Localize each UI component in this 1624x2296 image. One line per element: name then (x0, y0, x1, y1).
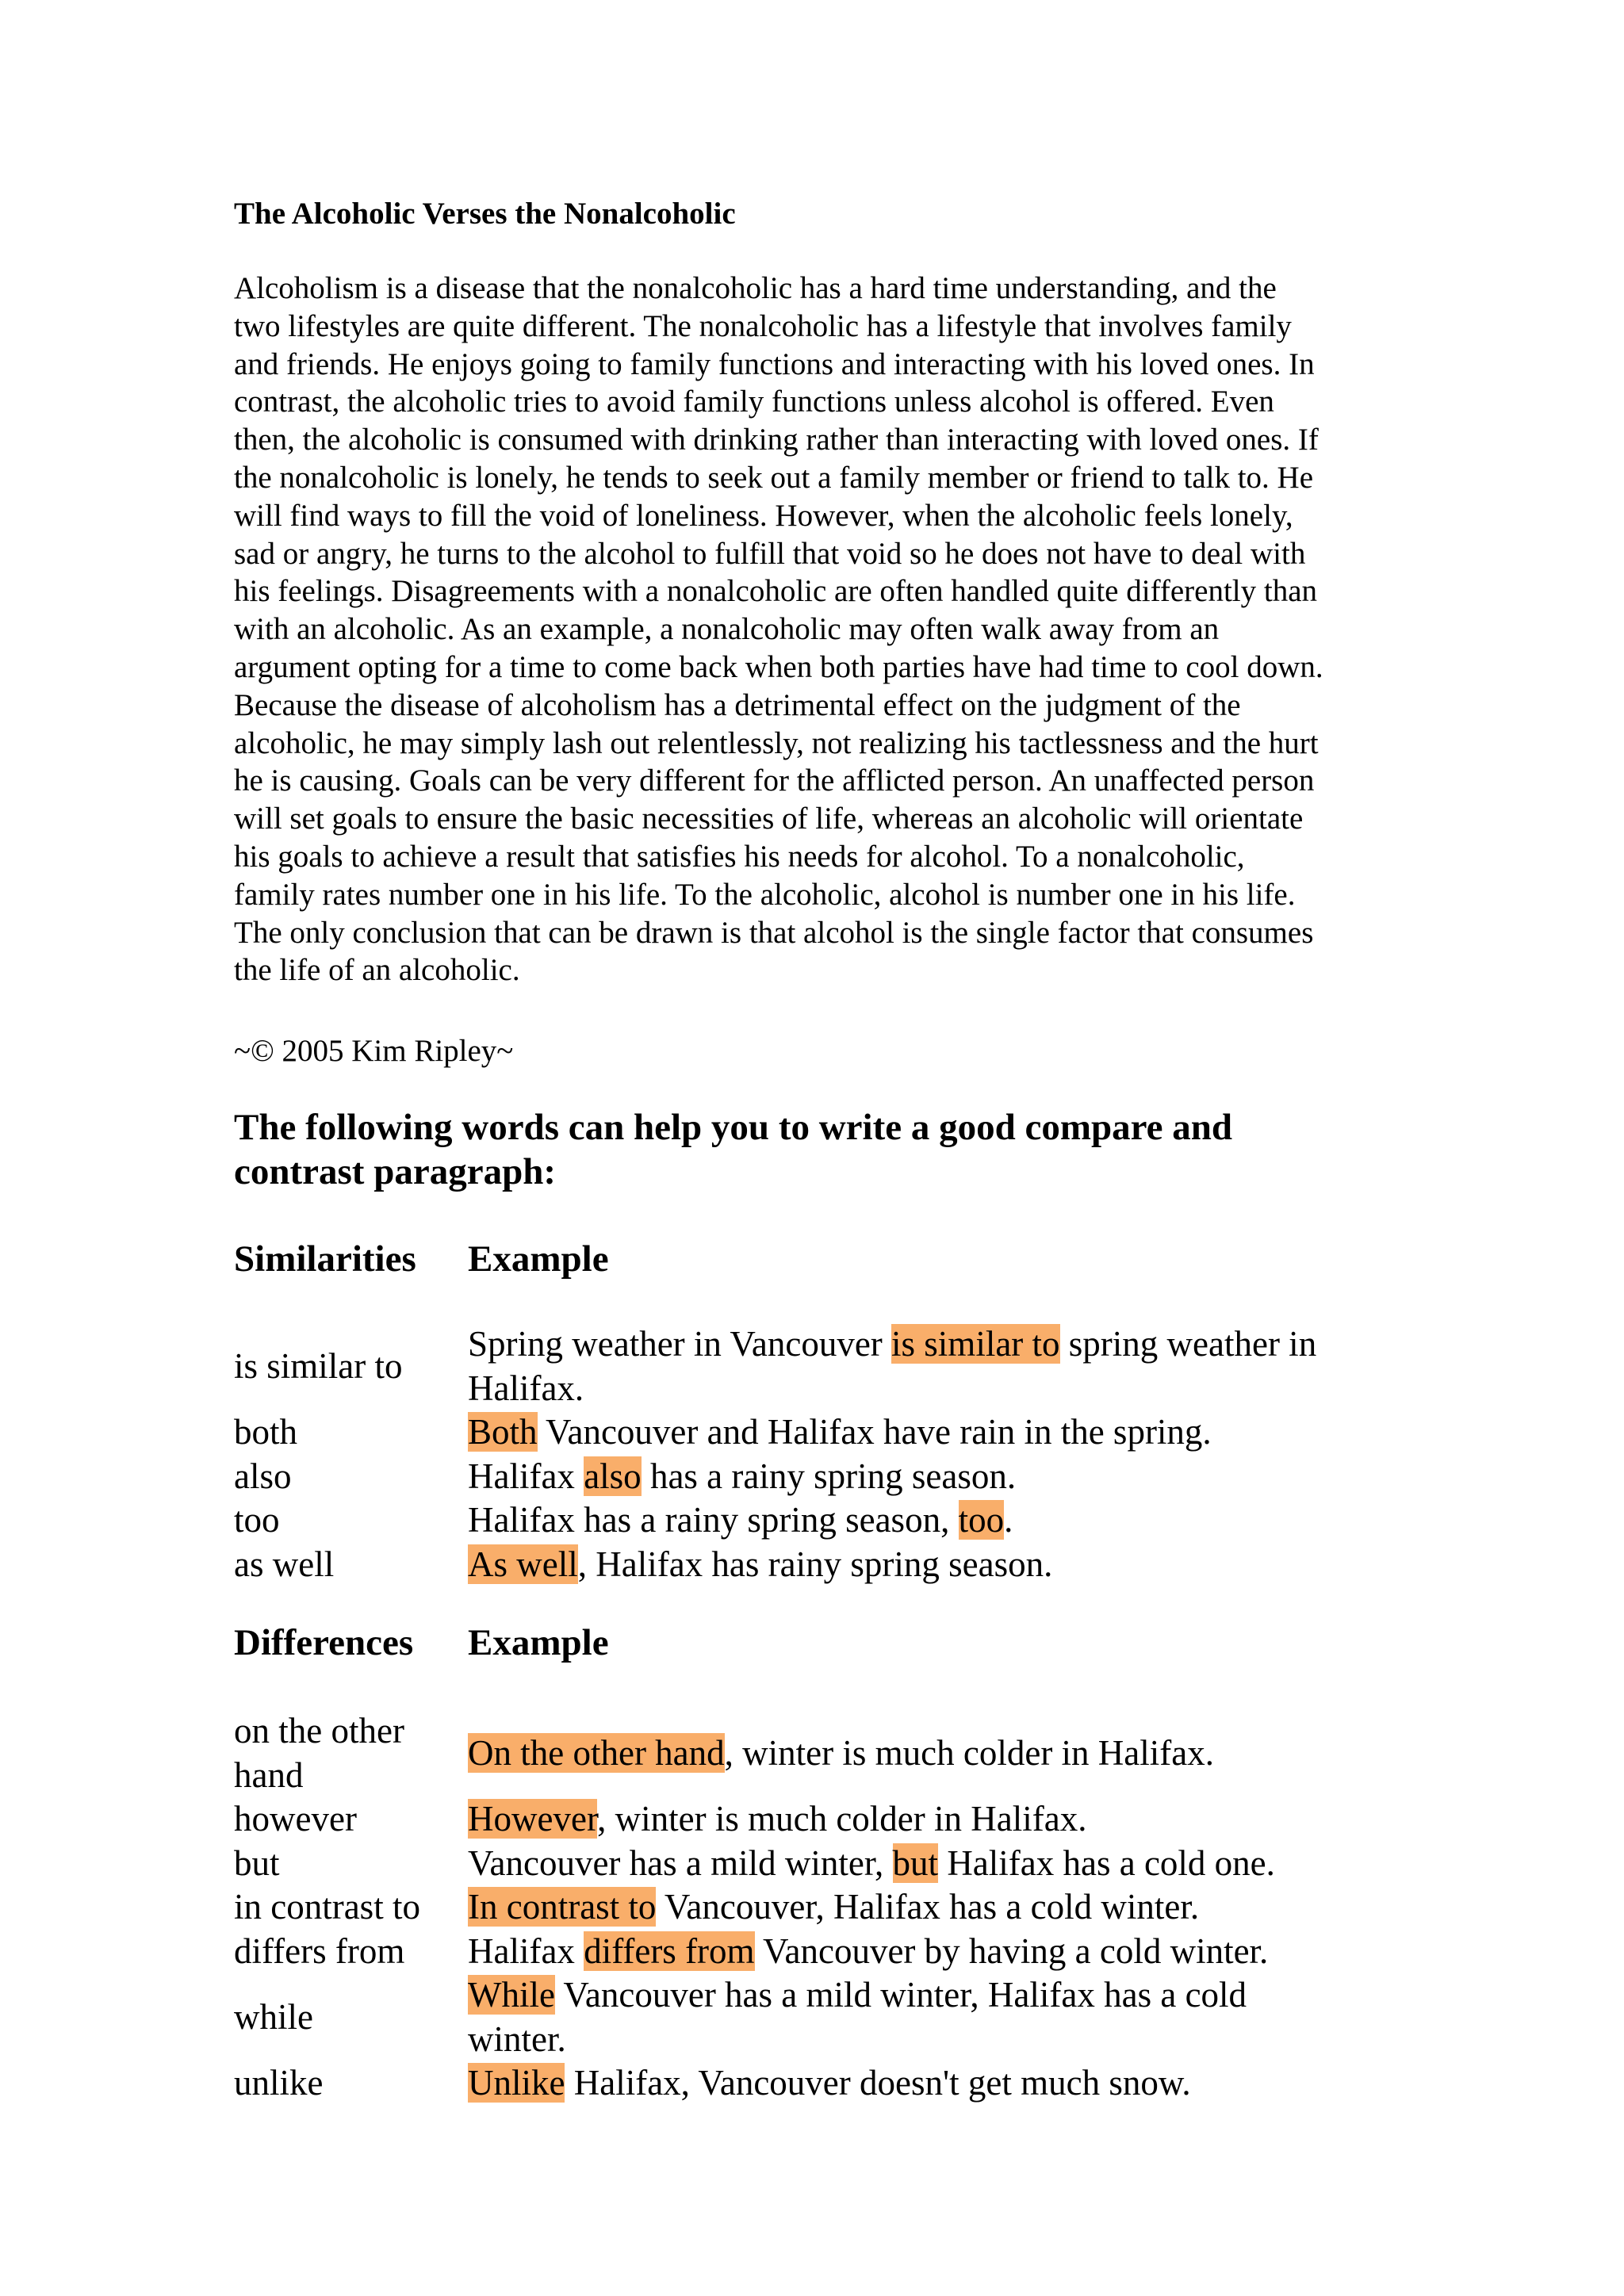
essay-paragraph (234, 270, 1408, 989)
example-text: Halifax, Vancouver doesn't get much snow. (565, 2063, 1191, 2103)
highlighted-phrase: Unlike (468, 2063, 565, 2103)
similarity-word: too (234, 1500, 280, 1540)
example-text: Vancouver by having a cold winter. (754, 1931, 1269, 1971)
essay-line: the life of an alcoholic. (234, 953, 520, 988)
difference-row-in-contrast-to (234, 1885, 1415, 1930)
example-text: Vancouver has a mild winter, Halifax has a cold (554, 1975, 1247, 2015)
example-text: , winter is much colder in Halifax. (724, 1732, 1214, 1773)
essay-line: family rates number one in his life. To the alcoholic, alcohol is number one in his life. (234, 877, 1296, 912)
example-line (468, 1322, 1415, 1367)
differences-table (234, 1709, 1415, 2106)
similarity-word: also (234, 1456, 292, 1496)
highlighted-phrase: In contrast to (468, 1887, 657, 1927)
differences-example-label: Example (468, 1622, 609, 1663)
similarity-row-also (234, 1455, 1415, 1499)
essay-line: argument opting for a time to come back when both parties have had time to cool down. (234, 649, 1323, 684)
example-text: , Halifax has rainy spring season. (577, 1544, 1053, 1584)
word-line: on the other (234, 1711, 404, 1751)
essay-line: Because the disease of alcoholism has a detrimental effect on the judgment of the (234, 687, 1241, 722)
difference-example (468, 1930, 1415, 1974)
highlighted-phrase: On the other hand (468, 1732, 725, 1773)
essay-line: will set goals to ensure the basic necessities of life, whereas an alcoholic will orientate (234, 802, 1304, 836)
word-line: hand (234, 1755, 304, 1795)
essay-line: contrast, the alcoholic tries to avoid family functions unless alcohol is offered. Even (234, 385, 1274, 419)
highlighted-phrase: also (584, 1456, 642, 1496)
example-text: winter. (468, 2019, 566, 2059)
essay-line: alcoholic, he may simply lash out relentlessly, not realizing his tactlessness and the hurt (234, 725, 1319, 760)
essay-line: The only conclusion that can be drawn is that alcohol is the single factor that consumes (234, 915, 1314, 950)
similarity-word: both (234, 1412, 298, 1452)
highlighted-phrase: As well (468, 1544, 578, 1584)
difference-row-but (234, 1842, 1415, 1886)
essay-line: with an alcoholic. As an example, a nonalcoholic may often walk away from an (234, 612, 1220, 647)
essay-line: the nonalcoholic is lonely, he tends to seek out a family member or friend to talk to. He (234, 460, 1314, 495)
similarity-example (468, 1543, 1415, 1587)
similarity-example (468, 1498, 1415, 1543)
essay-line: will find ways to fill the void of loneliness. However, when the alcoholic feels lonely, (234, 498, 1293, 533)
difference-example (468, 1797, 1415, 1842)
example-text: spring weather in (1059, 1324, 1317, 1364)
highlighted-phrase: is similar to (891, 1324, 1060, 1364)
example-line (468, 1367, 1415, 1411)
difference-word: in contrast to (234, 1887, 420, 1927)
example-text: has a rainy spring season. (641, 1456, 1017, 1496)
similarity-example (468, 1322, 1415, 1410)
difference-row-unlike (234, 2061, 1415, 2106)
similarity-example (468, 1410, 1415, 1455)
difference-row-while (234, 1973, 1415, 2061)
difference-row-on-the-other-hand (234, 1709, 1415, 1797)
example-text: Halifax has a rainy spring season, (468, 1500, 959, 1540)
highlighted-phrase: While (468, 1975, 555, 2015)
difference-example (468, 1732, 1415, 1776)
similarities-table (234, 1322, 1415, 1586)
essay-line: two lifestyles are quite different. The nonalcoholic has a lifestyle that involves family (234, 308, 1292, 343)
example-text: Halifax. (468, 1368, 584, 1408)
difference-word: differs from (234, 1931, 405, 1971)
highlighted-phrase: but (892, 1843, 939, 1883)
difference-word (234, 1709, 468, 1797)
example-text: Halifax (468, 1456, 584, 1496)
example-text: Vancouver and Halifax have rain in the spring. (537, 1412, 1212, 1452)
difference-example (468, 1885, 1415, 1930)
similarities-example-label: Example (468, 1238, 609, 1280)
example-text: Halifax has a cold one. (938, 1843, 1275, 1883)
example-line (468, 1973, 1415, 2018)
similarity-row-as-well (234, 1543, 1415, 1587)
difference-word: unlike (234, 2063, 324, 2103)
difference-example (468, 1842, 1415, 1886)
heading-line: The following words can help you to write a good compare and (234, 1107, 1233, 1148)
similarity-row-is-similar-to (234, 1322, 1415, 1410)
heading-line: contrast paragraph: (234, 1151, 556, 1192)
difference-word: while (234, 1996, 313, 2037)
difference-row-differs-from (234, 1930, 1415, 1974)
difference-example (468, 1973, 1415, 2061)
difference-word: but (234, 1843, 280, 1883)
difference-example (468, 2061, 1415, 2106)
example-text: . (1004, 1500, 1013, 1540)
highlighted-phrase: too (958, 1500, 1005, 1540)
example-text: Spring weather in Vancouver (468, 1324, 892, 1364)
difference-row-however (234, 1797, 1415, 1842)
essay-line: he is causing. Goals can be very different for the afflicted person. An unaffected person (234, 763, 1315, 798)
similarity-row-too (234, 1498, 1415, 1543)
highlighted-phrase: Both (468, 1412, 538, 1452)
similarity-row-both (234, 1410, 1415, 1455)
essay-line: his feelings. Disagreements with a nonalcoholic are often handled quite differently than (234, 574, 1318, 609)
example-line (468, 2018, 1415, 2062)
similarity-word: as well (234, 1544, 335, 1584)
essay-title: The Alcoholic Verses the Nonalcoholic (234, 197, 736, 231)
essay-line: and friends. He enjoys going to family functions and interacting with his loved ones. In (234, 346, 1315, 381)
similarity-word: is similar to (234, 1345, 403, 1386)
example-text: , winter is much colder in Halifax. (597, 1799, 1087, 1839)
highlighted-phrase: differs from (584, 1931, 755, 1971)
difference-word: however (234, 1799, 357, 1839)
similarity-example (468, 1455, 1415, 1499)
essay-line: sad or angry, he turns to the alcohol to fulfill that void so he does not have to deal with (234, 536, 1306, 571)
example-text: Vancouver, Halifax has a cold winter. (656, 1887, 1200, 1927)
similarities-label: Similarities (234, 1238, 416, 1280)
example-text: Vancouver has a mild winter, (468, 1843, 893, 1883)
differences-label: Differences (234, 1622, 414, 1663)
highlighted-phrase: However (468, 1799, 598, 1839)
example-text: Halifax (468, 1931, 584, 1971)
essay-line: Alcoholism is a disease that the nonalcoholic has a hard time understanding, and the (234, 271, 1277, 305)
section-heading (234, 1105, 1408, 1194)
essay-line: then, the alcoholic is consumed with drinking rather than interacting with loved ones. If (234, 423, 1319, 457)
copyright-notice: ~© 2005 Kim Ripley~ (234, 1034, 514, 1068)
essay-line: his goals to achieve a result that satisfies his needs for alcohol. To a nonalcoholic, (234, 839, 1245, 874)
